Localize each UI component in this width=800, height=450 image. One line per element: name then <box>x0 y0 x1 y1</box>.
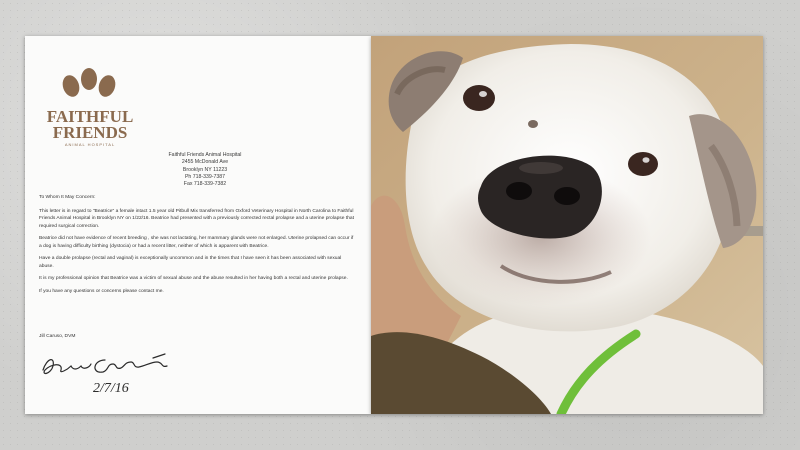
dog-image <box>371 36 763 414</box>
address-line: Fax 718-339-7382 <box>183 181 227 188</box>
logo-line2: FRIENDS <box>52 123 128 142</box>
handwritten-signature <box>33 340 183 400</box>
faithful-friends-logo <box>45 66 135 162</box>
paragraph: Beatrice did not have evidence of recent breeding , she was not lactating, her mammary glands were not enlarged. Uterine prolapsed can occur if a dog is having difficulty birthing (dystocia) or had a recent litter, neither of which is apparent with Beatrice. <box>39 236 354 249</box>
logo-tagline: ANIMAL HOSPITAL <box>64 142 116 147</box>
paragraph: It is my professional opinion that Beatrice was a victim of sexual abuse and the abuse resulted in her having both a rectal and uterine prolapse. <box>39 276 348 281</box>
address-line: Faithful Friends Animal Hospital <box>168 152 242 158</box>
vet-letter <box>25 36 371 414</box>
signature-date: 2/7/16 <box>93 381 129 396</box>
dog-photo <box>371 36 763 414</box>
signer-name: Jill Caruso, DVM <box>39 334 76 339</box>
address-line: 2455 McDonald Ave <box>181 159 229 166</box>
letter-body <box>39 194 355 300</box>
address-line: Ph 718-339-7387 <box>184 173 226 180</box>
paragraph: Have a double prolapse (rectal and vaginal) is exceptionally uncommon and in the times that I have seen it has been associated with sexual abuse. <box>39 256 342 269</box>
paragraph: This letter is in regard to "Beatrice" a female intact 1.5 year old Pitbull Mix transferred from Oxford Veterinary Hospital in North Carolina to Faithful Friends Animal Hospital in Brooklyn NY on 1/22/16. Beatrice had presented with a previously corrected rectal prolapse and a uterine prolapse that required surgical correction. <box>39 208 354 229</box>
salutation: To Whom It May Concern: <box>39 195 96 200</box>
logo-line1: FAITHFUL <box>46 107 134 126</box>
paw-logo-icon <box>45 66 135 162</box>
signature-icon <box>33 340 183 400</box>
hospital-address <box>135 152 275 188</box>
address-line: Brooklyn NY 11223 <box>182 166 228 173</box>
paragraph: If you have any questions or concerns please contact me. <box>39 288 164 294</box>
